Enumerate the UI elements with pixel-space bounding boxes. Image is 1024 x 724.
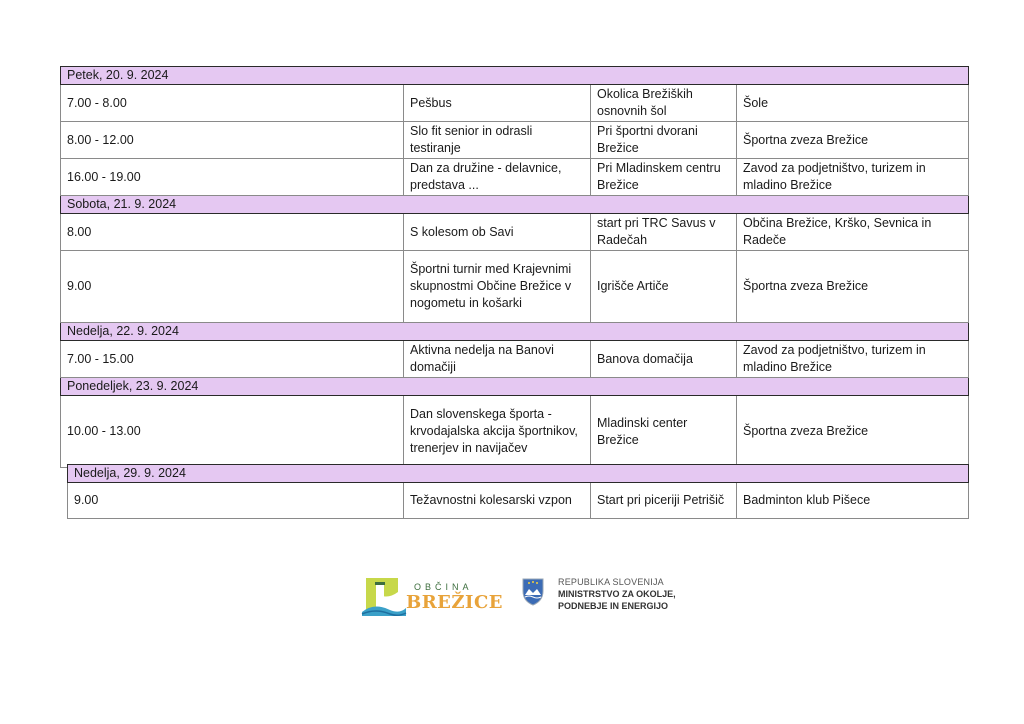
day-date: Ponedeljek, 23. 9. 2024 bbox=[61, 378, 969, 396]
event-organizer: Športna zveza Brežice bbox=[737, 396, 969, 468]
event-place: Pri športni dvorani Brežice bbox=[591, 122, 737, 159]
event-time: 8.00 - 12.00 bbox=[61, 122, 404, 159]
event-place: Igrišče Artiče bbox=[591, 251, 737, 323]
table-row bbox=[68, 483, 969, 519]
event-time: 16.00 - 19.00 bbox=[61, 159, 404, 196]
day-date: Nedelja, 29. 9. 2024 bbox=[68, 465, 969, 483]
event-place: Pri Mladinskem centru Brežice bbox=[591, 159, 737, 196]
event-place: start pri TRC Savus v Radečah bbox=[591, 214, 737, 251]
table-row bbox=[61, 85, 969, 122]
event-place: Okolica Brežiških osnovnih šol bbox=[591, 85, 737, 122]
obcina-brezice-logo bbox=[360, 572, 503, 620]
table-row bbox=[61, 122, 969, 159]
day-header bbox=[61, 196, 969, 214]
event-name: Aktivna nedelja na Banovi domačiji bbox=[404, 341, 591, 378]
event-organizer: Občina Brežice, Krško, Sevnica in Radeče bbox=[737, 214, 969, 251]
day-date: Sobota, 21. 9. 2024 bbox=[61, 196, 969, 214]
table-row bbox=[61, 214, 969, 251]
event-name: Pešbus bbox=[404, 85, 591, 122]
event-time: 8.00 bbox=[61, 214, 404, 251]
table-row bbox=[61, 341, 969, 378]
event-organizer: Športna zveza Brežice bbox=[737, 251, 969, 323]
schedule-table bbox=[60, 66, 969, 468]
day-header bbox=[61, 67, 969, 85]
event-name: Slo fit senior in odrasli testiranje bbox=[404, 122, 591, 159]
event-organizer: Zavod za podjetništvo, turizem in mladino Brežice bbox=[737, 159, 969, 196]
ministry-logo bbox=[520, 577, 676, 617]
day-header bbox=[68, 465, 969, 483]
event-place: Mladinski center Brežice bbox=[591, 396, 737, 468]
event-organizer: Zavod za podjetništvo, turizem in mladino Brežice bbox=[737, 341, 969, 378]
day-header bbox=[61, 378, 969, 396]
ministry-line-3: PODNEBJE IN ENERGIJO bbox=[558, 601, 669, 611]
event-organizer: Šole bbox=[737, 85, 969, 122]
ministry-line-1: REPUBLIKA SLOVENIJA bbox=[558, 577, 664, 587]
event-time: 9.00 bbox=[68, 483, 404, 519]
day-header bbox=[61, 323, 969, 341]
event-name: Težavnostni kolesarski vzpon bbox=[404, 483, 591, 519]
event-name: Športni turnir med Krajevnimi skupnostmi Občine Brežice v nogometu in košarki bbox=[404, 251, 591, 323]
footer-logos bbox=[360, 572, 680, 622]
table-row bbox=[61, 396, 969, 468]
event-place: Start pri piceriji Petrišič bbox=[591, 483, 737, 519]
event-time: 10.00 - 13.00 bbox=[61, 396, 404, 468]
table-row bbox=[61, 251, 969, 323]
event-organizer: Badminton klub Pišece bbox=[737, 483, 969, 519]
logo-text-brezice: BREŽICE bbox=[406, 592, 503, 613]
slovenia-coat-of-arms-icon bbox=[520, 577, 546, 607]
lighthouse-icon bbox=[360, 572, 408, 620]
day-date: Petek, 20. 9. 2024 bbox=[61, 67, 969, 85]
event-name: Dan za družine - delavnice, predstava ... bbox=[404, 159, 591, 196]
event-time: 7.00 - 8.00 bbox=[61, 85, 404, 122]
event-place: Banova domačija bbox=[591, 341, 737, 378]
schedule-table-extra bbox=[67, 464, 969, 519]
ministry-line-2: MINISTRSTVO ZA OKOLJE, bbox=[558, 589, 676, 599]
event-name: Dan slovenskega športa - krvodajalska akcija športnikov, trenerjev in navijačev bbox=[404, 396, 591, 468]
table-row bbox=[61, 159, 969, 196]
logo-text-obcina: OBČINA bbox=[414, 582, 473, 592]
event-name: S kolesom ob Savi bbox=[404, 214, 591, 251]
event-organizer: Športna zveza Brežice bbox=[737, 122, 969, 159]
event-time: 9.00 bbox=[61, 251, 404, 323]
event-time: 7.00 - 15.00 bbox=[61, 341, 404, 378]
day-date: Nedelja, 22. 9. 2024 bbox=[61, 323, 969, 341]
